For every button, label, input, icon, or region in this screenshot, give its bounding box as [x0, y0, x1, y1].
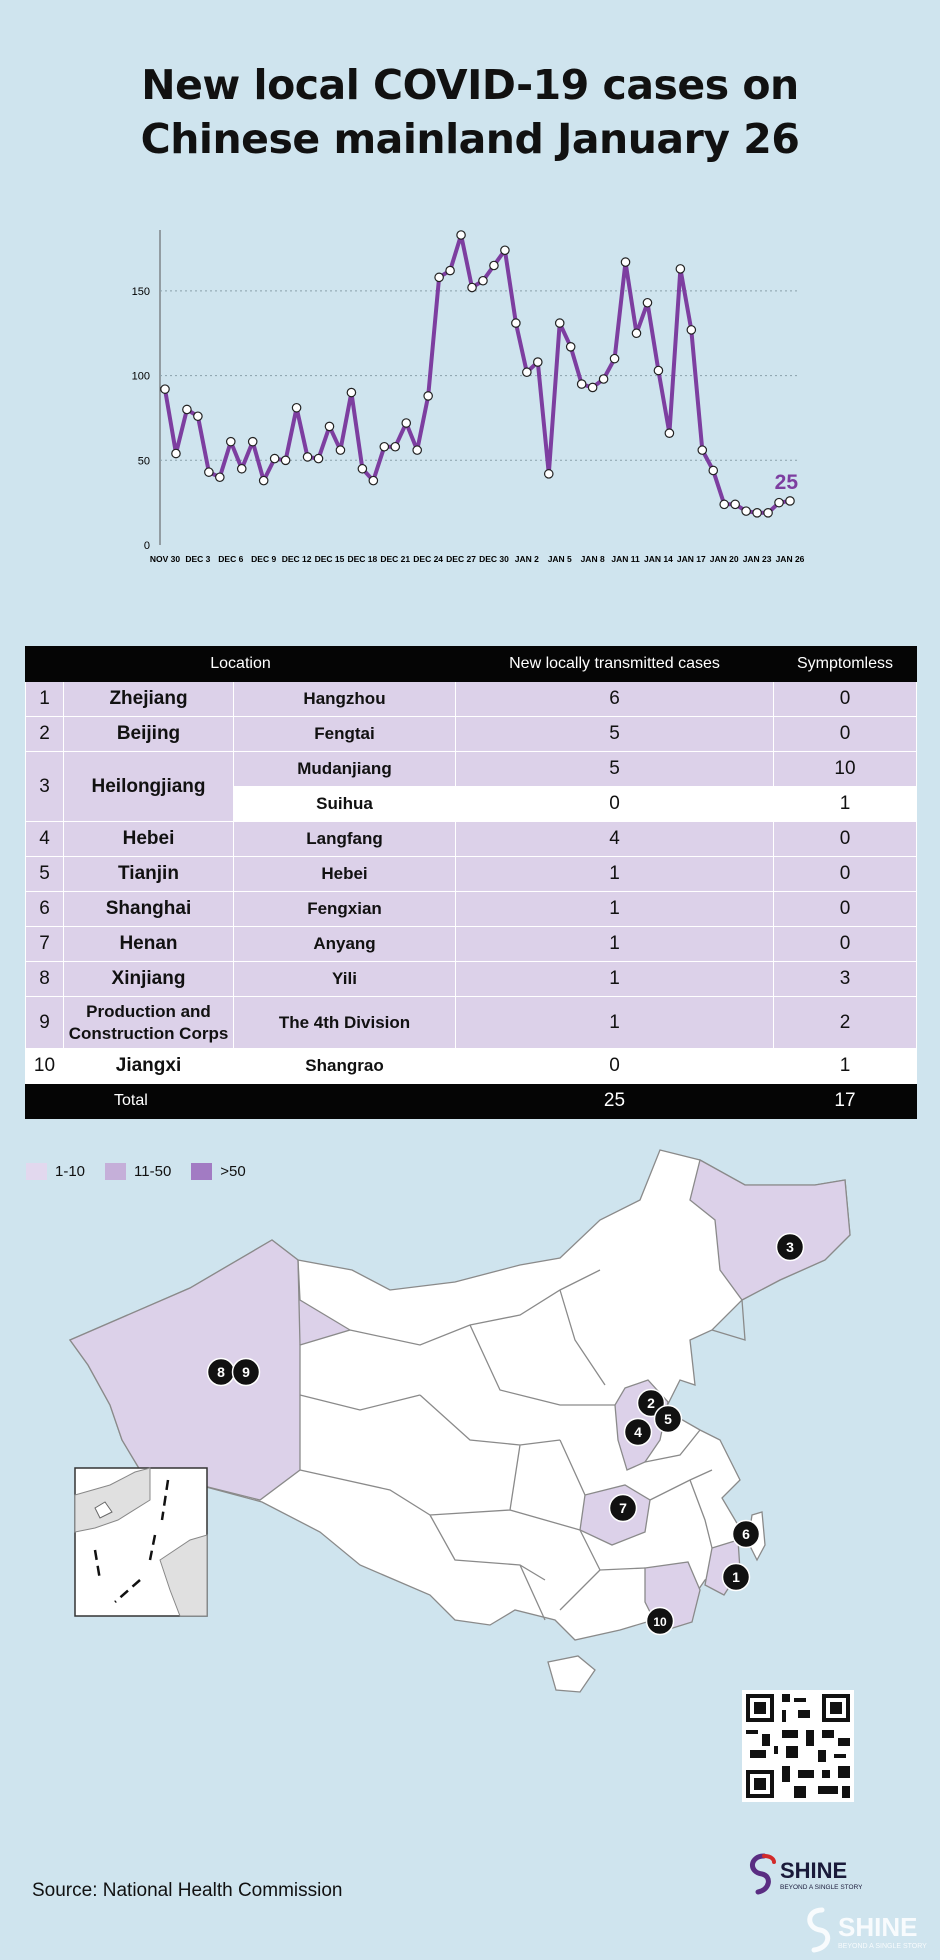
- row-number: 10: [26, 1049, 64, 1084]
- y-tick-label: 150: [131, 285, 150, 298]
- row-cases: 0: [456, 1049, 774, 1084]
- row-province: Zhejiang: [64, 682, 234, 717]
- y-tick-label: 50: [137, 455, 150, 468]
- map-marker-1: [723, 1564, 750, 1591]
- row-symptomless: 0: [774, 927, 917, 962]
- header-location: Location: [26, 647, 456, 682]
- data-point: [545, 470, 553, 478]
- legend-label-high: >50: [220, 1162, 246, 1180]
- data-point: [720, 500, 728, 508]
- legend-label-mid: 11-50: [134, 1162, 172, 1180]
- data-point: [391, 443, 399, 451]
- x-tick-label: JAN 14: [644, 554, 673, 564]
- svg-text:3: 3: [786, 1239, 794, 1255]
- legend-label-low: 1-10: [55, 1162, 86, 1180]
- province-line-1: Production and: [86, 1001, 211, 1021]
- row-number: 3: [26, 752, 64, 822]
- x-tick-label: DEC 12: [281, 554, 312, 564]
- row-cases: 4: [456, 822, 774, 857]
- map-marker-10: [647, 1608, 674, 1635]
- watermark-tagline: BEYOND A SINGLE STORY: [838, 1943, 927, 1950]
- row-province: Xinjiang: [64, 962, 234, 997]
- row-cases: 1: [456, 962, 774, 997]
- x-tick-label: JAN 23: [742, 554, 772, 564]
- row-number: 1: [26, 682, 64, 717]
- province-line-2: Construction Corps: [68, 1023, 229, 1043]
- row-province: Tianjin: [64, 857, 234, 892]
- data-point: [775, 498, 783, 506]
- legend-swatch-low: [26, 1163, 47, 1180]
- data-point: [194, 412, 202, 420]
- row-cases: 1: [456, 927, 774, 962]
- row-symptomless: 10: [774, 752, 917, 787]
- row-province: Beijing: [64, 717, 234, 752]
- table-row: [26, 752, 917, 787]
- x-tick-label: JAN 17: [676, 554, 706, 564]
- map-legend: [26, 1160, 266, 1182]
- row-city: Anyang: [234, 927, 456, 962]
- title-line-1: New local COVID-19 cases on: [141, 61, 799, 109]
- shine-watermark: [800, 1906, 935, 1954]
- data-point: [468, 283, 476, 291]
- svg-text:6: 6: [742, 1526, 750, 1542]
- data-point: [632, 329, 640, 337]
- data-point: [731, 500, 739, 508]
- data-point: [172, 449, 180, 457]
- data-point: [567, 343, 575, 351]
- data-point: [424, 392, 432, 400]
- svg-text:5: 5: [664, 1411, 672, 1427]
- map-marker-4: [625, 1419, 652, 1446]
- table-row: [26, 682, 917, 717]
- row-city: Fengtai: [234, 717, 456, 752]
- row-symptomless: 3: [774, 962, 917, 997]
- data-point: [610, 354, 618, 362]
- data-point: [205, 468, 213, 476]
- data-point: [183, 405, 191, 413]
- row-province: [64, 997, 234, 1049]
- y-tick-label: 100: [131, 370, 150, 383]
- legend-swatch-mid: [105, 1163, 126, 1180]
- row-city: Fengxian: [234, 892, 456, 927]
- legend-swatch-high: [191, 1163, 212, 1180]
- row-number: 7: [26, 927, 64, 962]
- row-city: Yili: [234, 962, 456, 997]
- shine-s-watermark-icon: [810, 1910, 828, 1950]
- data-point: [402, 419, 410, 427]
- table-row: [26, 857, 917, 892]
- series-points: [161, 231, 794, 517]
- title-line-2: Chinese mainland January 26: [140, 115, 800, 163]
- data-point: [413, 446, 421, 454]
- data-point: [709, 466, 717, 474]
- map-marker-5: [655, 1406, 682, 1433]
- x-tick-label: DEC 30: [479, 554, 509, 564]
- table-row: [26, 717, 917, 752]
- x-tick-label: DEC 21: [380, 554, 411, 564]
- row-symptomless: 0: [774, 892, 917, 927]
- x-tick-label: JAN 11: [611, 554, 640, 564]
- data-point: [501, 246, 509, 254]
- row-province: Henan: [64, 927, 234, 962]
- brand-tagline: BEYOND A SINGLE STORY: [780, 1884, 862, 1891]
- data-point: [347, 388, 355, 396]
- svg-text:9: 9: [242, 1364, 250, 1380]
- data-point: [687, 326, 695, 334]
- data-point: [303, 453, 311, 461]
- svg-text:8: 8: [217, 1364, 225, 1380]
- data-point: [270, 454, 278, 462]
- data-point: [446, 266, 454, 274]
- cases-table: [25, 646, 917, 1119]
- data-point: [512, 319, 520, 327]
- data-point: [665, 429, 673, 437]
- x-tick-label: NOV 30: [149, 554, 181, 564]
- total-label: Total: [26, 1084, 456, 1119]
- x-axis-ticks: [150, 554, 805, 564]
- table-row: [26, 997, 917, 1049]
- x-tick-label: DEC 3: [185, 554, 211, 564]
- row-city: Langfang: [234, 822, 456, 857]
- data-point: [325, 422, 333, 430]
- row-symptomless: 0: [774, 822, 917, 857]
- row-province: Heilongjiang: [64, 752, 234, 822]
- map-marker-3: [777, 1234, 804, 1261]
- row-symptomless: 2: [774, 997, 917, 1049]
- data-point: [490, 261, 498, 269]
- watermark-brand-name: SHINE: [838, 1912, 918, 1942]
- header-cases: New locally transmitted cases: [456, 647, 774, 682]
- data-point: [281, 456, 289, 464]
- table-row: [26, 927, 917, 962]
- data-point: [369, 476, 377, 484]
- row-symptomless: 0: [774, 857, 917, 892]
- row-cases: 6: [456, 682, 774, 717]
- row-city: Shangrao: [234, 1049, 456, 1084]
- qr-code-icon: [742, 1690, 854, 1802]
- row-city: Hangzhou: [234, 682, 456, 717]
- x-tick-label: JAN 5: [547, 554, 572, 564]
- last-value-label: 25: [774, 470, 798, 494]
- row-symptomless: 1: [774, 1049, 917, 1084]
- x-tick-label: DEC 6: [218, 554, 244, 564]
- x-tick-label: DEC 24: [413, 554, 444, 564]
- brand-name: SHINE: [780, 1858, 848, 1883]
- table-header-row: [26, 647, 917, 682]
- data-point: [599, 375, 607, 383]
- data-point: [698, 446, 706, 454]
- row-number: 6: [26, 892, 64, 927]
- svg-text:10: 10: [653, 1615, 667, 1629]
- row-cases: 5: [456, 752, 774, 787]
- data-point: [556, 319, 564, 327]
- row-number: 9: [26, 997, 64, 1049]
- data-point: [523, 368, 531, 376]
- row-city: Hebei: [234, 857, 456, 892]
- total-symptomless: 17: [774, 1084, 917, 1119]
- data-point: [249, 437, 257, 445]
- x-tick-label: DEC 9: [251, 554, 277, 564]
- data-point: [764, 509, 772, 517]
- data-point: [742, 507, 750, 515]
- row-cases: 0: [456, 787, 774, 822]
- total-cases: 25: [456, 1084, 774, 1119]
- data-point: [676, 265, 684, 273]
- row-cases: 1: [456, 857, 774, 892]
- row-cases: 1: [456, 892, 774, 927]
- row-province: Jiangxi: [64, 1049, 234, 1084]
- data-point: [435, 273, 443, 281]
- data-point: [161, 385, 169, 393]
- y-tick-label: 0: [143, 540, 150, 552]
- map-marker-7: [610, 1495, 637, 1522]
- data-point: [786, 497, 794, 505]
- y-axis-ticks: [132, 286, 150, 552]
- shine-s-icon: [752, 1856, 774, 1892]
- map-marker-8: [208, 1359, 235, 1386]
- map-marker-9: [233, 1359, 260, 1386]
- data-point: [654, 366, 662, 374]
- table-row: [26, 892, 917, 927]
- data-point: [643, 299, 651, 307]
- source-note: Source: National Health Commission: [32, 1880, 343, 1901]
- svg-text:2: 2: [647, 1395, 655, 1411]
- data-point: [577, 380, 585, 388]
- x-tick-label: JAN 8: [580, 554, 605, 564]
- table-row: [26, 962, 917, 997]
- data-point: [292, 404, 300, 412]
- row-cases: 1: [456, 997, 774, 1049]
- row-province: Shanghai: [64, 892, 234, 927]
- row-city: The 4th Division: [234, 997, 456, 1049]
- data-point: [336, 446, 344, 454]
- cases-line-chart: [130, 225, 810, 575]
- header-symptomless: Symptomless: [774, 647, 917, 682]
- row-number: 4: [26, 822, 64, 857]
- data-point: [227, 437, 235, 445]
- row-city: Suihua: [234, 787, 456, 822]
- table-total-row: [26, 1084, 917, 1119]
- row-number: 8: [26, 962, 64, 997]
- svg-text:1: 1: [732, 1569, 740, 1585]
- x-tick-label: JAN 26: [775, 554, 805, 564]
- series-line: [165, 235, 790, 513]
- table-row: [26, 822, 917, 857]
- row-city: Mudanjiang: [234, 752, 456, 787]
- table-row: [26, 1049, 917, 1084]
- row-symptomless: 0: [774, 682, 917, 717]
- svg-text:7: 7: [619, 1500, 627, 1516]
- row-symptomless: 0: [774, 717, 917, 752]
- data-point: [457, 231, 465, 239]
- map-marker-6: [733, 1521, 760, 1548]
- x-tick-label: JAN 20: [709, 554, 739, 564]
- data-point: [238, 465, 246, 473]
- data-point: [358, 465, 366, 473]
- row-number: 2: [26, 717, 64, 752]
- x-tick-label: DEC 15: [314, 554, 345, 564]
- data-point: [753, 509, 761, 517]
- shine-logo: [742, 1852, 862, 1896]
- row-symptomless: 1: [774, 787, 917, 822]
- x-tick-label: DEC 18: [347, 554, 378, 564]
- row-province: Hebei: [64, 822, 234, 857]
- row-cases: 5: [456, 717, 774, 752]
- data-point: [621, 258, 629, 266]
- x-tick-label: JAN 2: [514, 554, 539, 564]
- data-point: [588, 383, 596, 391]
- row-number: 5: [26, 857, 64, 892]
- data-point: [216, 473, 224, 481]
- data-point: [479, 277, 487, 285]
- data-point: [259, 476, 267, 484]
- data-point: [380, 443, 388, 451]
- data-point: [314, 454, 322, 462]
- data-point: [534, 358, 542, 366]
- x-tick-label: DEC 27: [446, 554, 476, 564]
- svg-text:4: 4: [634, 1424, 642, 1440]
- page-title: [0, 58, 940, 166]
